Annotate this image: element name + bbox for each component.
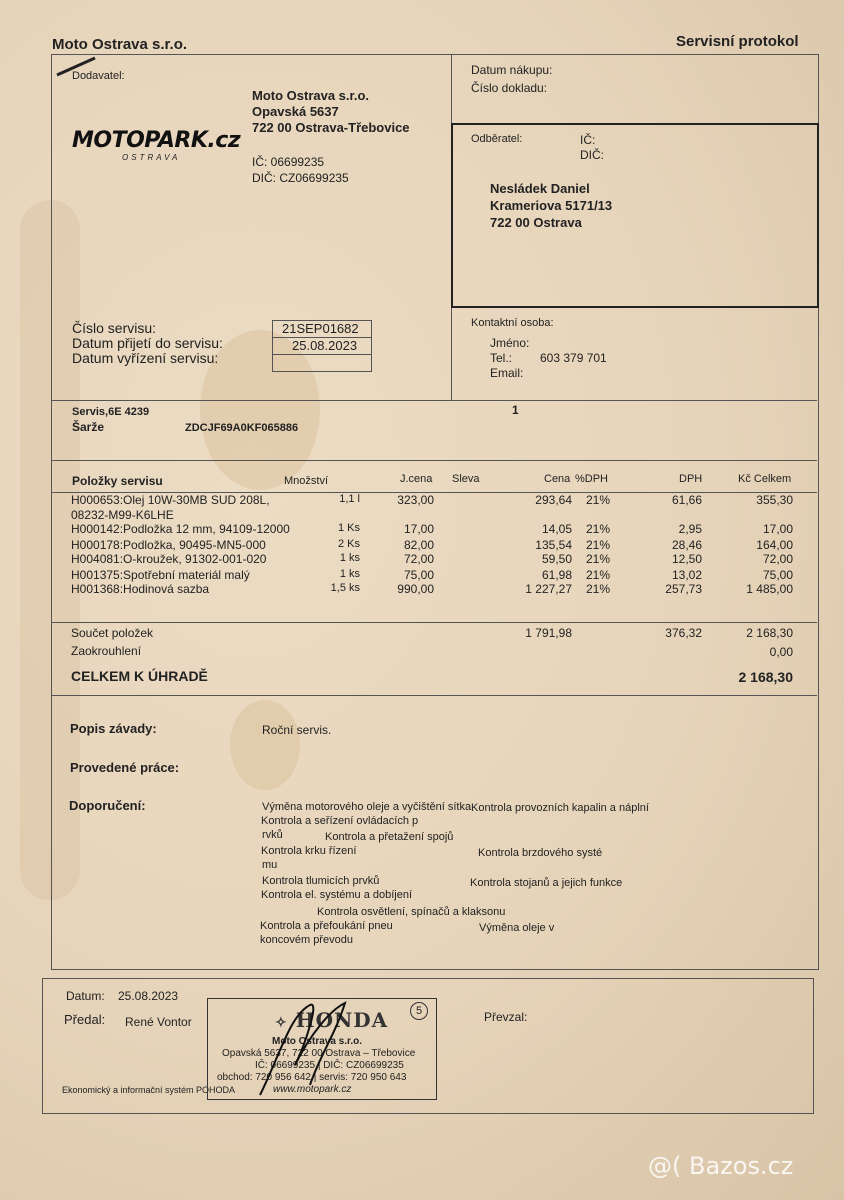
- table-row-item: H001368:Hodinová sazba: [71, 582, 210, 596]
- divider: [51, 622, 817, 623]
- rec-item: Kontrola a seřízení ovládacích p: [261, 815, 419, 827]
- divider: [272, 354, 371, 355]
- table-row-item: H000178:Podložka, 90495-MN5-000: [71, 538, 266, 552]
- honda-wing-icon: ✧: [275, 1015, 288, 1031]
- th-discount: Sleva: [452, 473, 480, 485]
- table-cell-unit: 75,00: [403, 568, 434, 582]
- received-label: Převzal:: [484, 1010, 528, 1024]
- supplier-city: 722 00 Ostrava-Třebovice: [252, 120, 410, 135]
- stamp-line: www.motopark.cz: [273, 1084, 352, 1095]
- table-cell-qty: 1 ks: [339, 568, 360, 580]
- purchase-doc-label: Číslo dokladu:: [471, 81, 548, 95]
- table-cell-qty: 1 ks: [339, 552, 360, 564]
- rec-item: Kontrola a přetažení spojů: [325, 831, 454, 843]
- table-cell-qty: 1,1 l: [339, 493, 360, 505]
- rec-item: rvků: [262, 829, 283, 841]
- contact-tel-label: Tel.:: [490, 351, 513, 365]
- service-number: 21SEP01682: [282, 321, 359, 336]
- customer-dic-label: DIČ:: [580, 148, 604, 162]
- supplier-street: Opavská 5637: [252, 104, 339, 119]
- divider: [51, 695, 817, 696]
- batch-label: Šarže: [72, 420, 105, 434]
- purchase-date-label: Datum nákupu:: [471, 63, 553, 77]
- divider: [51, 400, 817, 401]
- table-row-item-cont: 08232-M99-K6LHE: [71, 508, 174, 522]
- table-cell-unit: 323,00: [397, 493, 434, 507]
- table-cell-total: 355,30: [756, 493, 793, 507]
- sum-label: Součet položek: [71, 626, 154, 640]
- table-cell-total: 1 485,00: [746, 582, 793, 596]
- table-cell-unit: 990,00: [397, 582, 434, 596]
- rec-item: Kontrola el. systému a dobíjení: [261, 889, 413, 901]
- customer-ico-label: IČ:: [580, 133, 596, 147]
- table-cell-unit: 82,00: [403, 538, 434, 552]
- table-cell-unit: 17,00: [403, 522, 434, 536]
- rec-item: Výměna oleje v: [479, 922, 555, 934]
- th-dph: DPH: [679, 473, 703, 485]
- divider: [51, 460, 817, 461]
- table-cell-qty: 1,5 ks: [330, 582, 360, 594]
- contact-tel: 603 379 701: [540, 351, 607, 365]
- th-total: Kč Celkem: [738, 473, 792, 485]
- round-label: Zaokrouhlení: [71, 644, 142, 658]
- table-cell-vat: 21%: [585, 493, 610, 507]
- table-cell-qty: 1 Ks: [337, 522, 360, 534]
- table-cell-price: 14,05: [541, 522, 572, 536]
- pen-mark: [55, 55, 100, 80]
- service-received-date: 25.08.2023: [292, 338, 358, 353]
- rec-item: Kontrola brzdového systé: [478, 847, 603, 859]
- th-qty: Množství: [284, 475, 329, 487]
- table-cell-total: 17,00: [762, 522, 793, 536]
- service-done-label: Datum vyřízení servisu:: [72, 350, 219, 366]
- vin: ZDCJF69A0KF065886: [185, 422, 299, 434]
- motopark-logo: MOTOPARK.cz OSTRAVA: [72, 128, 241, 162]
- customer-name: Nesládek Daniel: [490, 181, 590, 196]
- signature: [250, 995, 363, 1105]
- table-cell-price: 61,98: [541, 568, 572, 582]
- table-cell-total: 75,00: [762, 568, 793, 582]
- table-cell-unit: 72,00: [403, 552, 434, 566]
- rec-item: Kontrola osvětlení, spínačů a klaksonu: [317, 906, 506, 918]
- handed-name: René Vontor: [125, 1015, 192, 1029]
- defect-text: Roční servis.: [262, 723, 332, 737]
- stamp-line: IČ: 06699235 | DIČ: CZ06699235: [255, 1060, 404, 1071]
- stamp-line: obchod: 720 956 642 | servis: 720 950 643: [217, 1072, 407, 1083]
- sum-price: 1 791,98: [525, 626, 572, 640]
- table-row-item: H000653:Olej 10W-30MB SUD 208L,: [71, 493, 270, 507]
- table-cell-dph: 257,73: [665, 582, 702, 596]
- table-cell-vat: 21%: [585, 582, 610, 596]
- rec-item: mu: [262, 859, 278, 871]
- handed-label: Předal:: [64, 1012, 106, 1027]
- table-cell-dph: 61,66: [671, 493, 702, 507]
- footer-date: 25.08.2023: [118, 989, 179, 1003]
- table-cell-price: 1 227,27: [525, 582, 572, 596]
- table-cell-vat: 21%: [585, 552, 610, 566]
- table-cell-dph: 2,95: [678, 522, 702, 536]
- sum-total: 2 168,30: [746, 626, 793, 640]
- table-cell-price: 293,64: [535, 493, 572, 507]
- sum-dph: 376,32: [665, 626, 702, 640]
- table-cell-qty: 2 Ks: [337, 538, 360, 550]
- table-cell-price: 59,50: [541, 552, 572, 566]
- table-cell-total: 72,00: [762, 552, 793, 566]
- supplier-label: Dodavatel:: [72, 70, 125, 82]
- recommend-label: Doporučení:: [69, 798, 146, 813]
- stamp-number: 5: [410, 1002, 428, 1020]
- table-cell-dph: 13,02: [671, 568, 702, 582]
- customer-city: 722 00 Ostrava: [490, 215, 582, 230]
- servis-count: 1: [512, 403, 519, 417]
- th-items: Položky servisu: [72, 474, 163, 488]
- rec-item: Kontrola tlumicích prvků: [262, 875, 380, 887]
- footer-date-label: Datum:: [66, 989, 105, 1003]
- rec-item: koncovém převodu: [260, 934, 353, 946]
- round-value: 0,00: [769, 645, 793, 659]
- system-label: Ekonomický a informační systém POHODA: [62, 1085, 236, 1095]
- table-row-item: H004081:O-kroužek, 91302-001-020: [71, 552, 267, 566]
- table-cell-vat: 21%: [585, 538, 610, 552]
- honda-logo: ✧ HONDA: [275, 1008, 389, 1032]
- contact-email-label: Email:: [490, 366, 524, 380]
- supplier-dic: DIČ: CZ06699235: [252, 171, 349, 185]
- total-value: 2 168,30: [738, 669, 793, 685]
- customer-street: Krameriova 5171/13: [490, 198, 613, 213]
- service-received-label: Datum přijetí do servisu:: [72, 335, 223, 351]
- servis-label: Servis,6E 4239: [72, 406, 150, 418]
- table-cell-vat: 21%: [585, 522, 610, 536]
- rec-item: Kontrola provozních kapalin a náplní: [471, 802, 649, 814]
- stamp-line: Opavská 5637, 722 00 Ostrava – Třebovice: [222, 1048, 416, 1059]
- document-title: Servisní protokol: [676, 33, 799, 50]
- bazos-watermark: @( Bazos.cz: [648, 1152, 794, 1180]
- table-cell-vat: 21%: [585, 568, 610, 582]
- rec-item: Kontrola stojanů a jejich funkce: [470, 877, 623, 889]
- stamp-line: Moto Ostrava s.r.o.: [272, 1036, 363, 1047]
- supplier-name: Moto Ostrava s.r.o.: [252, 88, 370, 103]
- service-number-label: Číslo servisu:: [72, 320, 157, 336]
- table-row-item: H001375:Spotřební materiál malý: [71, 568, 250, 582]
- table-row-item: H000142:Podložka 12 mm, 94109-12000: [71, 522, 290, 536]
- contact-label: Kontaktní osoba:: [471, 317, 554, 329]
- rec-item: Kontrola a přefoukání pneu: [260, 920, 393, 932]
- table-cell-total: 164,00: [756, 538, 793, 552]
- supplier-ico: IČ: 06699235: [252, 155, 325, 169]
- table-cell-price: 135,54: [535, 538, 572, 552]
- contact-name-label: Jméno:: [490, 336, 530, 350]
- th-vat: %DPH: [575, 473, 609, 485]
- table-cell-dph: 28,46: [671, 538, 702, 552]
- rec-item: Výměna motorového oleje a vyčištění sítka: [262, 801, 472, 813]
- table-cell-dph: 12,50: [671, 552, 702, 566]
- th-price: Cena: [544, 473, 571, 485]
- customer-label: Odběratel:: [471, 133, 523, 145]
- total-label: CELKEM K ÚHRADĚ: [71, 668, 208, 684]
- work-label: Provedené práce:: [70, 760, 180, 775]
- company-title: Moto Ostrava s.r.o.: [52, 36, 188, 53]
- th-unit: J.cena: [400, 473, 433, 485]
- defect-label: Popis závady:: [70, 721, 157, 736]
- rec-item: Kontrola krku řízení: [261, 845, 357, 857]
